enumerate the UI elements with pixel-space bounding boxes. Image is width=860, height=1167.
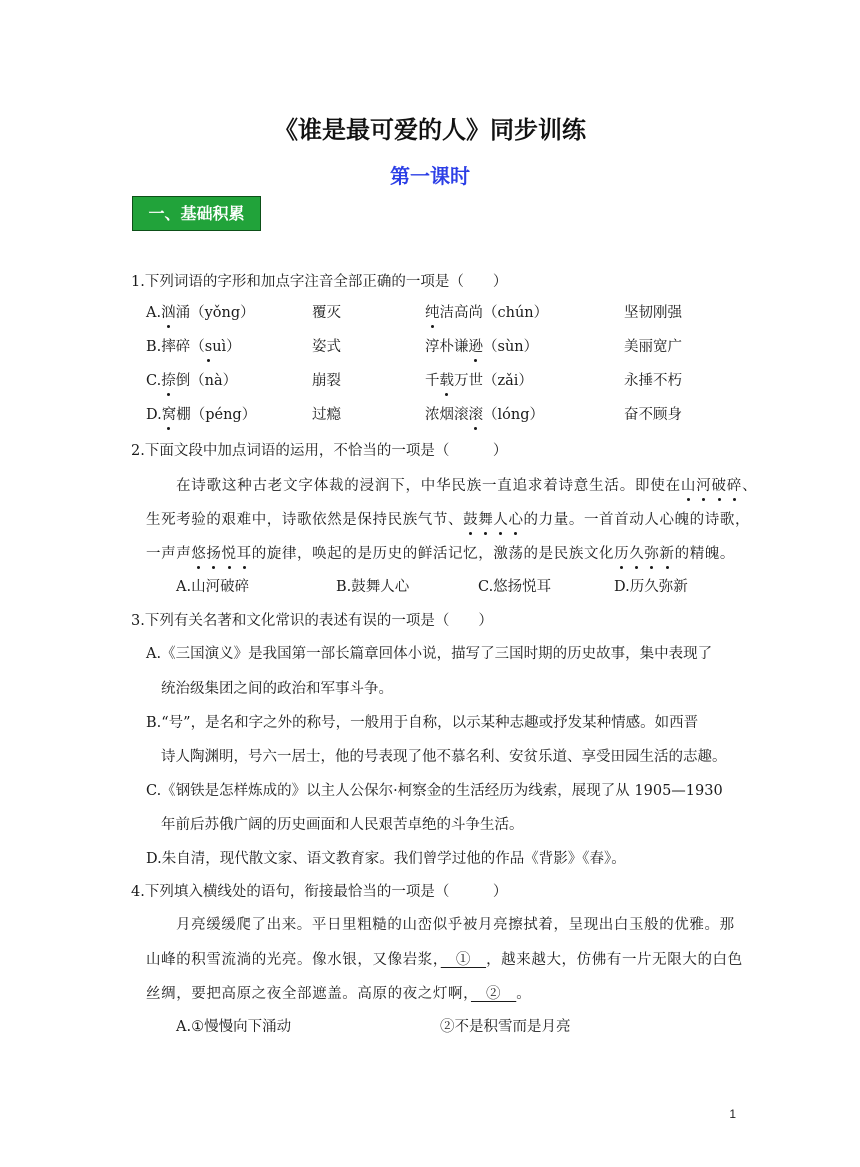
q2-option-a: A.山河破碎	[176, 579, 250, 595]
page-title: 《谁是最可爱的人》同步训练	[274, 116, 586, 144]
q3-option-a-line-2: 统治级集团之间的政治和军事斗争。	[161, 681, 393, 697]
q3-option-b-line-1: B.“号”，是名和字之外的称号，一般用于自称，以示某种志趣或抒发某种情感。如西晋	[146, 715, 699, 731]
q1-option-b-word4: 美丽宽广	[624, 339, 682, 355]
q1-option-a-word2: 覆灭	[312, 305, 341, 321]
question-1-stem: 1.下列词语的字形和加点字注音全部正确的一项是（ ）	[131, 274, 508, 290]
q1-option-d-word1: D.窝棚（péng）	[146, 403, 256, 424]
q4-option-a-part-1: A.①慢慢向下涌动	[176, 1019, 292, 1035]
q2-option-d: D.历久弥新	[614, 579, 688, 595]
q2-option-c: C.悠扬悦耳	[478, 579, 552, 595]
q3-option-c-line-1: C.《钢铁是怎样炼成的》以主人公保尔·柯察金的生活经历为线索，展现了从 1905—1930	[146, 783, 723, 799]
q2-passage-line-3: 一声声悠扬悦耳的旋律，唤起的是历史的鲜活记忆，激荡的是民族文化历久弥新的精魄。	[146, 542, 735, 563]
q3-option-b-line-2: 诗人陶渊明，号六一居士，他的号表现了他不慕名利、安贫乐道、享受田园生活的志趣。	[161, 749, 727, 765]
q1-option-a-word1: A.汹涌（yǒng）	[146, 301, 255, 322]
q1-option-d-word4: 奋不顾身	[624, 407, 682, 423]
q1-option-b-word3: 淳朴谦逊（sùn）	[425, 335, 538, 356]
q4-passage-line-3: 丝绸，要把高原之夜全部遮盖。高原的夜之灯啊， ② 。	[146, 986, 532, 1002]
q1-option-a-word4: 坚韧刚强	[624, 305, 682, 321]
blank-2: ②	[470, 986, 517, 1002]
q1-option-d-word2: 过瘾	[312, 407, 341, 423]
q1-option-a-word3: 纯洁高尚（chún）	[425, 301, 548, 322]
q2-passage-line-1: 在诗歌这种古老文字体裁的浸润下，中华民族一直追求着诗意生活。即使在山河破碎、	[176, 474, 757, 495]
q2-passage-line-2: 生死考验的艰难中，诗歌依然是保持民族气节、鼓舞人心的力量。一首首动人心魄的诗歌，	[146, 508, 750, 529]
q4-passage-line-2: 山峰的积雪流淌的光亮。像水银，又像岩浆， ① ，越来越大，仿佛有一片无限大的白色	[146, 952, 743, 968]
q1-option-c-word1: C.捺倒（nà）	[146, 369, 237, 390]
blank-1: ①	[440, 952, 487, 968]
section-header: 一、基础积累	[148, 204, 245, 223]
page-number: 1	[729, 1107, 736, 1121]
lesson-subtitle: 第一课时	[390, 164, 470, 188]
q3-option-c-line-2: 年前后苏俄广阔的历史画面和人民艰苦卓绝的斗争生活。	[161, 817, 524, 833]
q1-option-b-word1: B.摔碎（suì）	[146, 335, 241, 356]
q1-option-c-word4: 永捶不朽	[624, 373, 682, 389]
q2-option-b: B.鼓舞人心	[336, 579, 410, 595]
q1-option-d-word3: 浓烟滚滚（lóng）	[425, 403, 544, 424]
q3-option-d: D.朱自清，现代散文家、语文教育家。我们曾学过他的作品《背影》《春》。	[146, 851, 626, 867]
q4-passage-line-1: 月亮缓缓爬了出来。平日里粗糙的山峦似乎被月亮擦拭着，呈现出白玉般的优雅。那	[176, 917, 735, 933]
q1-option-c-word2: 崩裂	[312, 373, 341, 389]
q4-option-a-part-2: ②不是积雪而是月亮	[440, 1019, 571, 1035]
q3-option-a-line-1: A.《三国演义》是我国第一部长篇章回体小说，描写了三国时期的历史故事，集中表现了	[146, 646, 713, 662]
q1-option-b-word2: 姿式	[312, 339, 341, 355]
question-2-stem: 2.下面文段中加点词语的运用，不恰当的一项是（ ）	[131, 443, 508, 459]
question-4-stem: 4.下列填入横线处的语句，衔接最恰当的一项是（ ）	[131, 884, 508, 900]
question-3-stem: 3.下列有关名著和文化常识的表述有误的一项是（ ）	[131, 613, 493, 629]
q1-option-c-word3: 千载万世（zǎi）	[425, 369, 533, 390]
